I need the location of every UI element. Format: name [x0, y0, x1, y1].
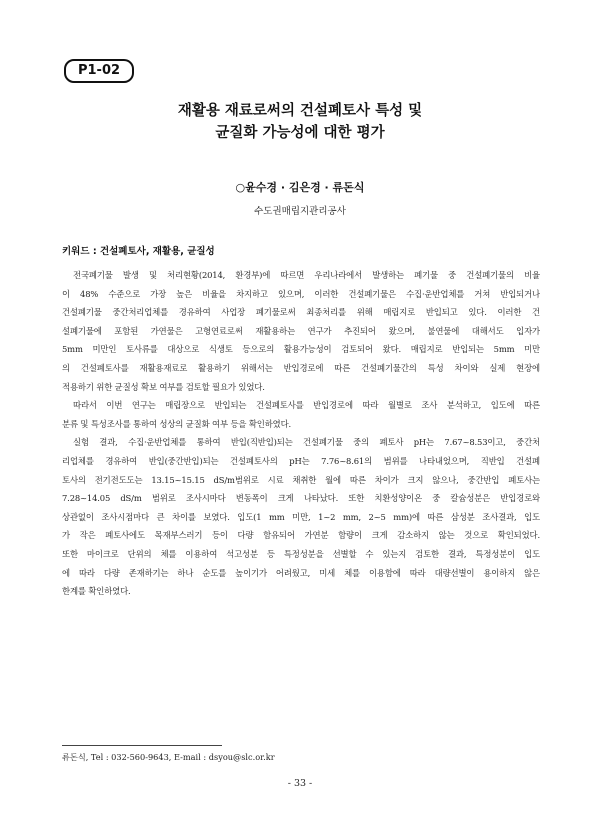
- page-number: - 33 -: [287, 778, 313, 789]
- body-line: 전국폐기물 발생 및 처리현황(2014, 환경부)에 따르면 우리나라에서 발생하는 폐기물 중 건설폐기물의 비율: [73, 270, 540, 280]
- body-line: 에 따라 다량 존재하기는 하나 순도를 높이기가 어려웠고, 미세 체를 이용함에 따라 대량선별이 용이하지 않은: [62, 567, 540, 578]
- affiliation: 수도권매립지관리공사: [254, 206, 346, 217]
- paper-title-line-2: 균질화 가능성에 대한 평가: [215, 125, 385, 141]
- body-line: 가 작은 폐토사에도 목재부스러기 등이 다량 함유되어 가연분 함량이 크게 감소하지 않는 것으로 확인되었다.: [62, 530, 540, 541]
- author-list: ○윤수경 · 김은경 · 류돈식: [235, 181, 365, 194]
- footnote-divider: [62, 745, 222, 746]
- body-line: 5mm 미만인 토사류를 대상으로 식생토 등으로의 활용가능성이 검토되어 왔다. 매립지로 반입되는 5mm 미만: [62, 344, 540, 355]
- body-line: 의 건설폐토사를 재활용재료로 활용하기 위해서는 반입경로에 따른 건설폐기물간의 특성 차이와 실제 현장에: [62, 362, 540, 373]
- body-line: 리업체를 경유하여 반입(중간반입)되는 건설폐토사의 pH는 7.76~8.61의 범위를 나타내었으며, 직반입 건설폐: [62, 455, 540, 466]
- body-line: 건설폐기물 중간처리업체를 경유하여 사업장 폐기물로써 최종처리를 위해 매립지로 반입되고 있다. 이러한 건: [62, 307, 540, 318]
- body-line: 설폐기물에 포함된 가연물은 고형연료로써 재활용하는 연구가 추진되어 왔으며, 불연물에 대해서도 입자가: [62, 325, 540, 336]
- body-line: 따라서 이번 연구는 매립장으로 반입되는 건설폐토사를 반입경로에 따라 월별로 조사 분석하고, 입도에 따른: [73, 400, 540, 411]
- body-line: 상관없이 조사시점마다 큰 차이를 보였다. 입도(1 mm 미만, 1~2 mm, 2~5 mm)에 따른 삼성분 조사결과, 입도: [62, 511, 540, 522]
- body-line: 한계를 확인하였다.: [62, 586, 131, 597]
- keywords: 키워드 : 건설폐토사, 재활용, 균질성: [62, 246, 215, 257]
- body-line: 또한 마이크로 단위의 체를 이용하여 석고성분 등 특정성분을 선별할 수 있는지 검토한 결과, 특정성분이 입도: [62, 548, 540, 559]
- body-line: 토사의 전기전도도는 13.15~15.15 dS/m범위로 시료 채취한 월에 따른 차이가 크지 않으나, 중간반입 폐토사는: [62, 474, 540, 485]
- session-badge: P1-02: [64, 59, 134, 83]
- body-line: 실험 결과, 수집·운반업체를 통하여 반입(직반입)되는 건설폐기물 중의 폐토사 pH는 7.67~8.53이고, 중간처: [73, 437, 540, 448]
- abstract-body: [62, 266, 540, 601]
- body-line: 이 48% 수준으로 가장 높은 비율을 차지하고 있으며, 이러한 건설폐기물은 수집·운반업체를 거쳐 반입되거나: [62, 288, 540, 299]
- body-line: 7.28~14.05 dS/m 범위로 조사시마다 변동폭이 크게 나타났다. 또한 치환성양이온 중 칼슘성분은 반입경로와: [62, 493, 540, 504]
- corresponding-author-footnote: 류돈식, Tel : 032-560-9643, E-mail : dsyou@slc.or.kr: [62, 752, 275, 762]
- body-line: 분류 및 특성조사를 통하여 성상의 균질화 여부 등을 확인하였다.: [62, 418, 292, 429]
- paper-title-line-1: 재활용 재료로써의 건설폐토사 특성 및: [177, 103, 423, 119]
- body-line: 적용하기 위한 균질성 확보 여부를 검토할 필요가 있었다.: [62, 381, 265, 392]
